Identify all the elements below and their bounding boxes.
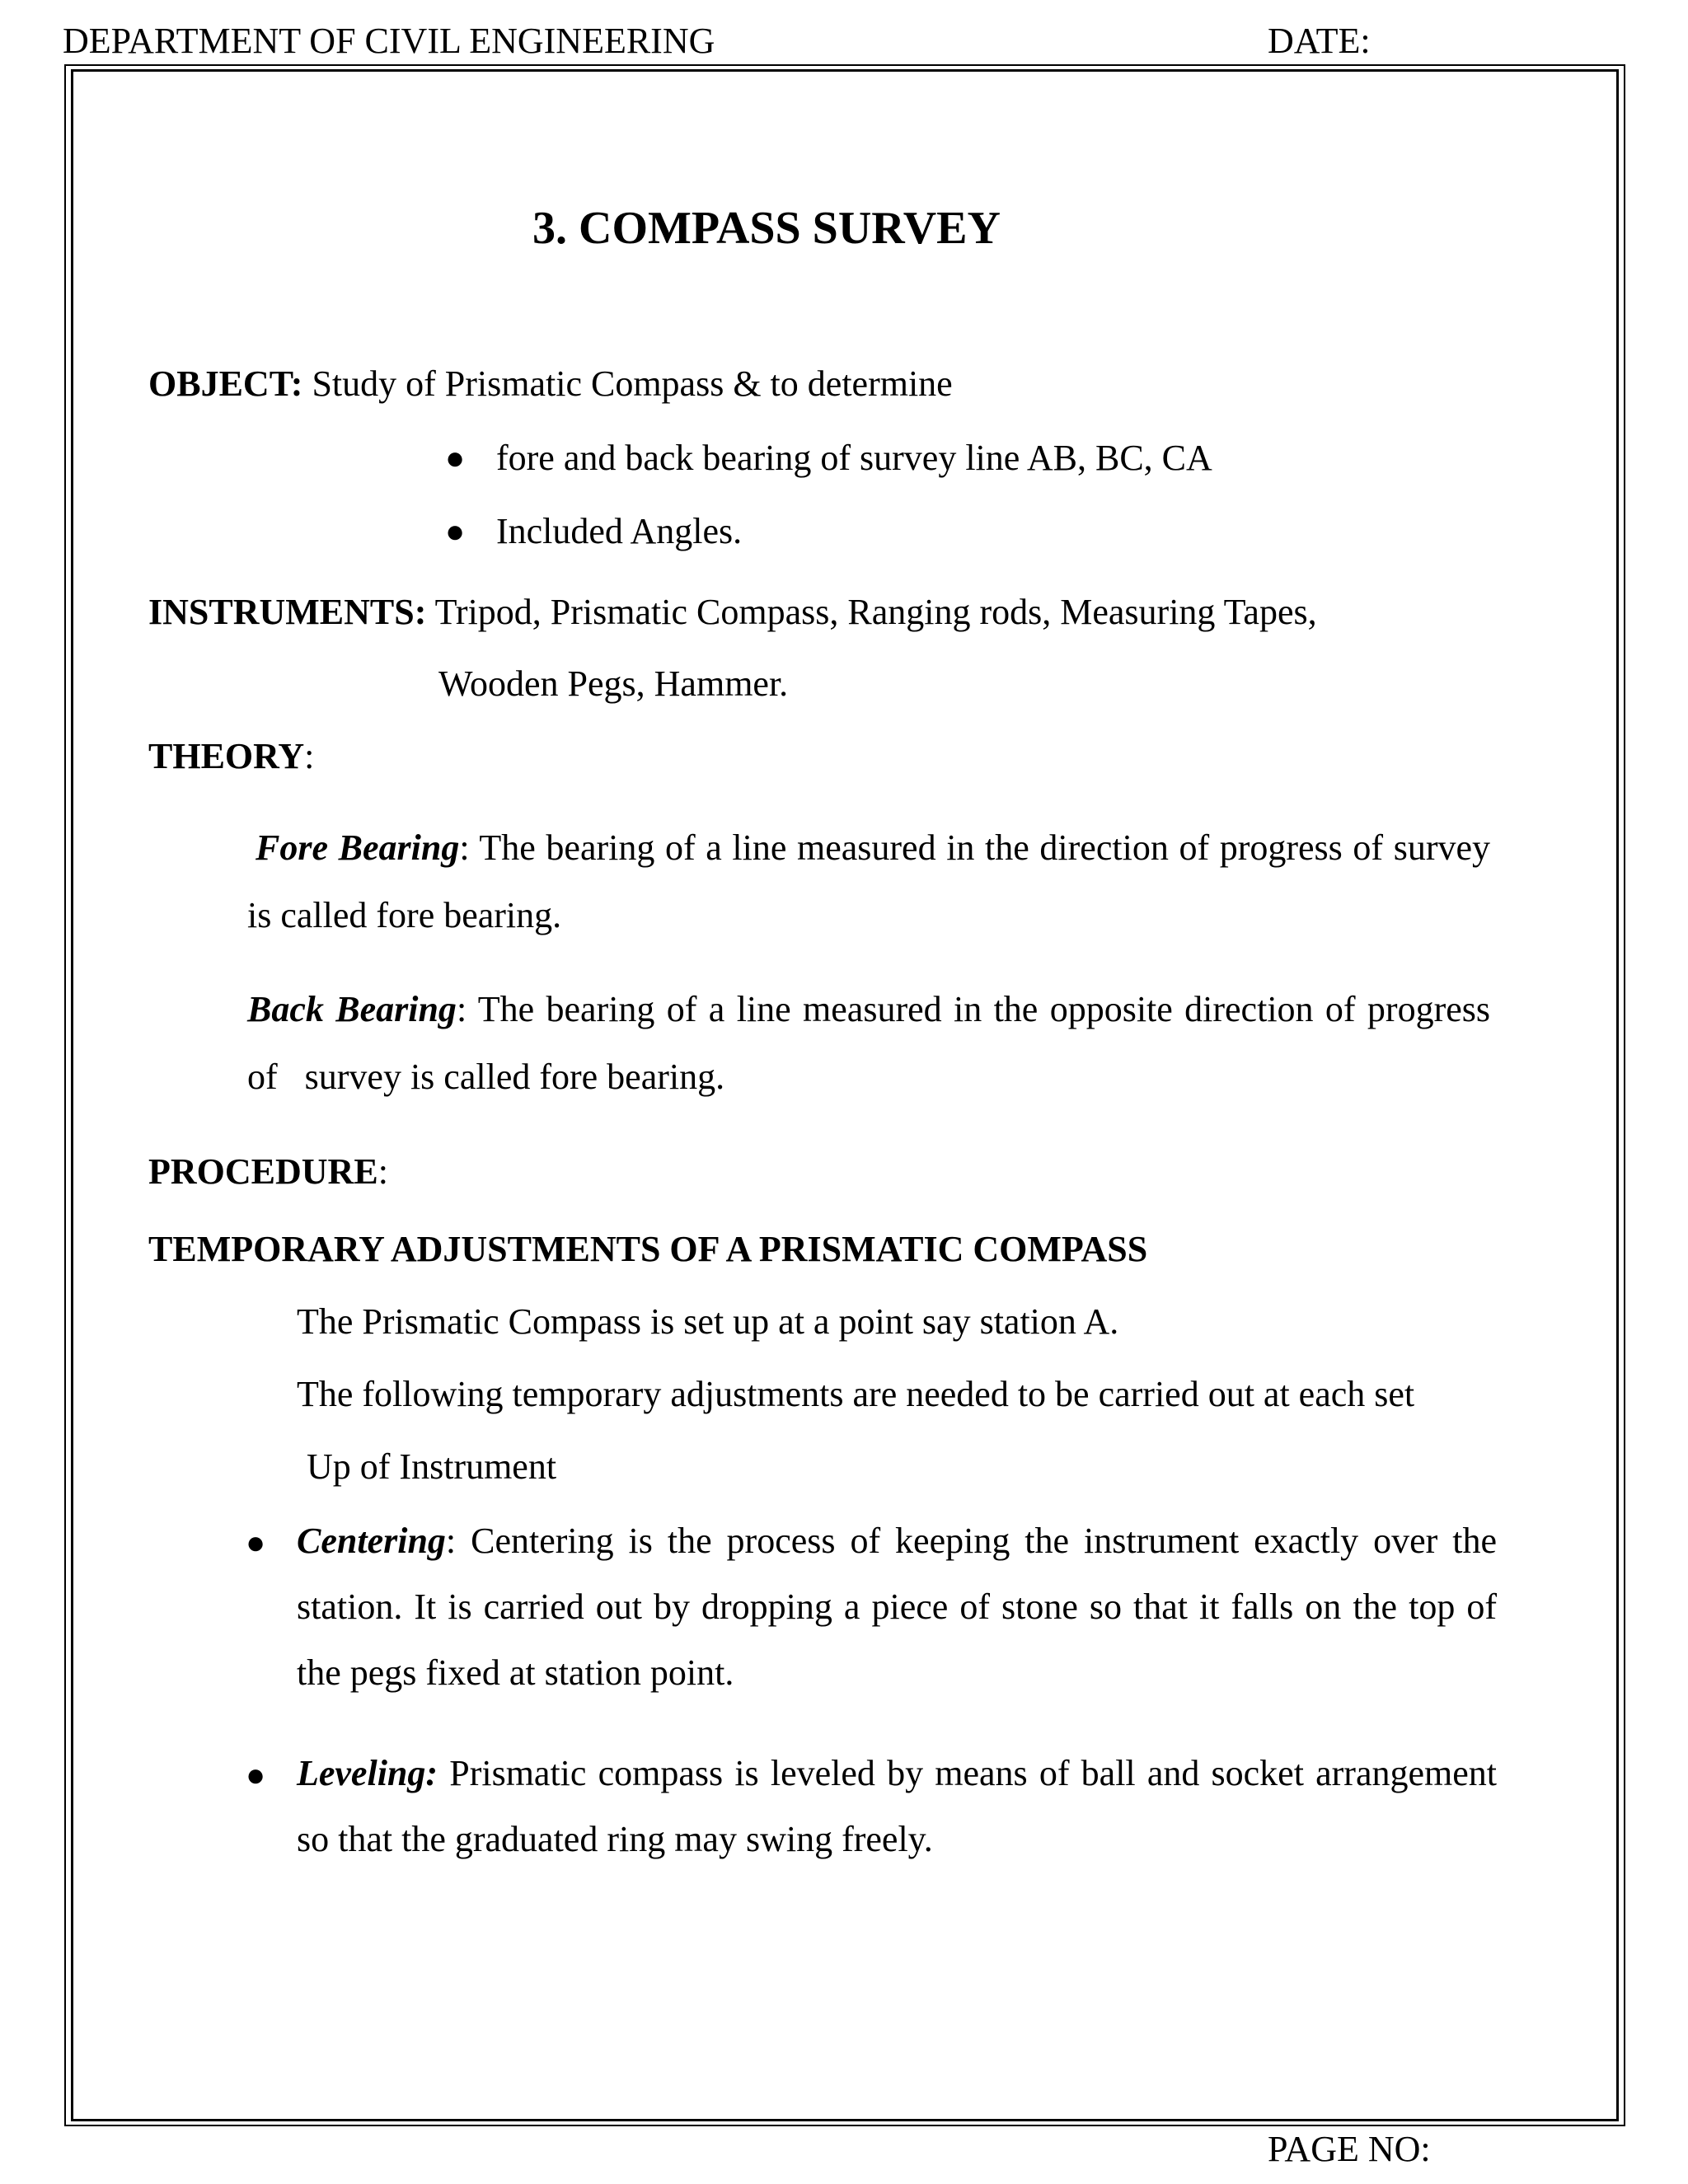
theory-heading [148, 733, 314, 780]
centering-paragraph [297, 1508, 1497, 1706]
fore-bearing-paragraph [247, 814, 1490, 949]
instruments-label: INSTRUMENTS: [148, 592, 427, 632]
bullet-icon: ● [246, 1524, 266, 1561]
leveling-term: Leveling: [297, 1753, 438, 1793]
procedure-label: PROCEDURE [148, 1151, 378, 1192]
bullet-icon: ● [445, 439, 466, 476]
procedure-intro-3: Up of Instrument [307, 1446, 557, 1487]
back-bearing-text: : The bearing of a line measured in the opposite direction of progress of survey is called fore bearing. [247, 989, 1490, 1097]
leveling-paragraph [297, 1741, 1497, 1872]
object-line [148, 361, 953, 407]
centering-term: Centering [297, 1521, 446, 1561]
object-text: Study of Prismatic Compass & to determine [302, 363, 953, 404]
object-label: OBJECT: [148, 363, 303, 404]
theory-colon: : [304, 736, 315, 776]
object-item-2: Included Angles. [496, 511, 743, 551]
instruments-line-2: Wooden Pegs, Hammer. [438, 663, 789, 704]
page-title: 3. COMPASS SURVEY [532, 203, 1001, 254]
back-bearing-paragraph [247, 976, 1490, 1111]
instruments-line-1 [148, 589, 1317, 635]
procedure-colon: : [377, 1151, 388, 1192]
procedure-heading [148, 1149, 388, 1195]
bullet-icon: ● [246, 1756, 266, 1793]
bullet-icon: ● [445, 513, 466, 550]
procedure-intro-1: The Prismatic Compass is set up at a point say station A. [297, 1301, 1119, 1342]
back-bearing-term: Back Bearing [247, 989, 457, 1029]
page-number-label: PAGE NO: [1268, 2129, 1431, 2169]
object-item-1: fore and back bearing of survey line AB, BC, CA [496, 438, 1212, 478]
department-header: DEPARTMENT OF CIVIL ENGINEERING [63, 21, 715, 61]
fore-bearing-text: : The bearing of a line measured in the direction of progress of survey is called fore bearing. [247, 827, 1490, 935]
instruments-text-1: Tripod, Prismatic Compass, Ranging rods, Measuring Tapes, [426, 592, 1317, 632]
fore-bearing-term: Fore Bearing [256, 827, 460, 868]
procedure-intro-2: The following temporary adjustments are needed to be carried out at each set [297, 1374, 1415, 1414]
leveling-text: Prismatic compass is leveled by means of ball and socket arrangement so that the graduated ring may swing freely. [297, 1753, 1497, 1859]
procedure-subheading: TEMPORARY ADJUSTMENTS OF A PRISMATIC COMPASS [148, 1229, 1148, 1269]
date-label: DATE: [1268, 21, 1371, 61]
centering-text: : Centering is the process of keeping the instrument exactly over the station. It is carried out by dropping a piece of stone so that it falls on the top of the pegs fixed at station point. [297, 1521, 1497, 1693]
theory-label: THEORY [148, 736, 305, 776]
